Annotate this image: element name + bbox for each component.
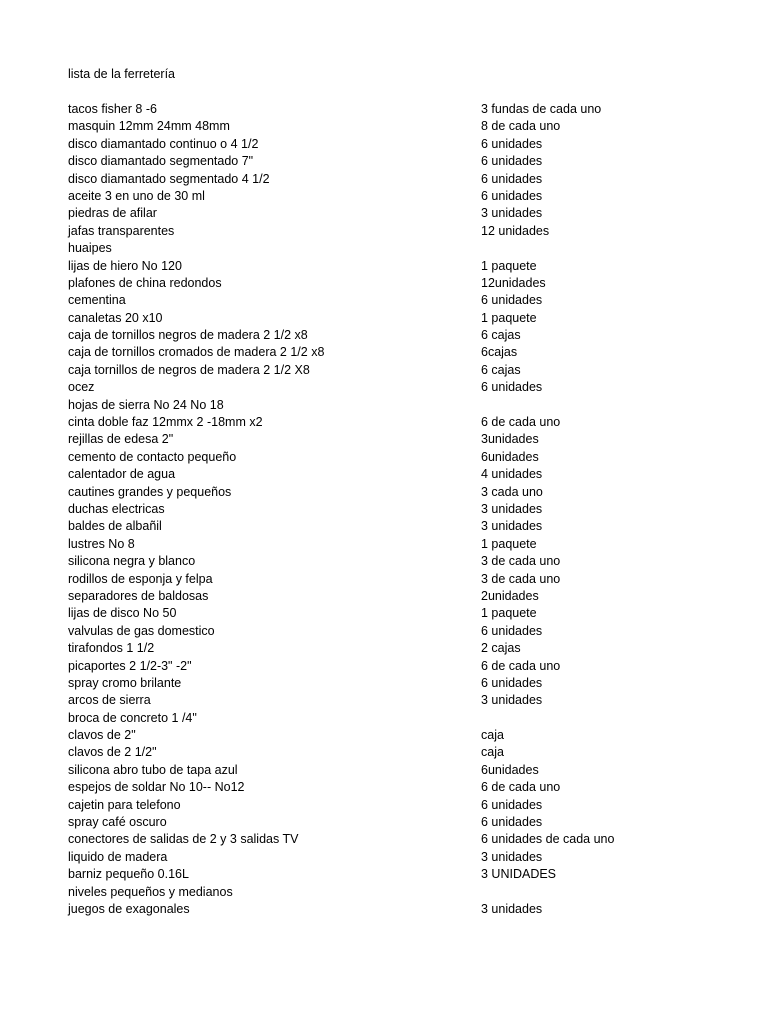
item-name: ocez [68, 380, 95, 395]
list-item [0, 171, 768, 188]
item-name: lustres No 8 [68, 536, 135, 551]
list-item [0, 397, 768, 414]
item-name: aceite 3 en uno de 30 ml [68, 188, 205, 203]
item-name: caja de tornillos cromados de madera 2 1/2 x8 [68, 345, 325, 360]
item-name: cautines grandes y pequeños [68, 484, 232, 499]
item-quantity: 6 unidades [481, 815, 543, 830]
item-name: clavos de 2" [68, 728, 136, 743]
list-item [0, 344, 768, 361]
item-name: silicona negra y blanco [68, 554, 196, 569]
item-quantity: 6 de cada uno [481, 415, 561, 430]
list-item [0, 327, 768, 344]
item-quantity: 6 unidades [481, 293, 543, 308]
item-name: masquin 12mm 24mm 48mm [68, 119, 230, 134]
item-quantity: 3 cada uno [481, 484, 543, 499]
item-name: valvulas de gas domestico [68, 623, 215, 638]
item-name: rejillas de edesa 2" [68, 432, 174, 447]
item-name: cementina [68, 293, 126, 308]
item-name: cemento de contacto pequeño [68, 449, 237, 464]
item-quantity: 6 unidades [481, 675, 543, 690]
list-item [0, 118, 768, 135]
list-item [0, 849, 768, 866]
list-item [0, 275, 768, 292]
item-name: cinta doble faz 12mmx 2 -18mm x2 [68, 415, 263, 430]
item-quantity: 1 paquete [481, 536, 537, 551]
list-item [0, 605, 768, 622]
item-quantity: 3 unidades [481, 501, 543, 516]
list-item [0, 292, 768, 309]
item-name: disco diamantado segmentado 4 1/2 [68, 171, 270, 186]
list-item [0, 484, 768, 501]
item-quantity: 3 fundas de cada uno [481, 102, 602, 116]
item-quantity: 3 UNIDADES [481, 867, 557, 882]
item-quantity: 3 unidades [481, 519, 543, 534]
item-name: disco diamantado segmentado 7" [68, 154, 254, 169]
item-name: rodillos de esponja y felpa [68, 571, 213, 586]
item-quantity: 3 unidades [481, 693, 543, 708]
item-name: piedras de afilar [68, 206, 157, 221]
item-quantity: 12 unidades [481, 223, 550, 238]
item-quantity: 6 unidades [481, 154, 543, 169]
list-item [0, 153, 768, 170]
item-name: separadores de baldosas [68, 588, 209, 603]
item-quantity: 3 de cada uno [481, 554, 561, 569]
list-item [0, 362, 768, 379]
item-name: spray café oscuro [68, 815, 167, 830]
item-name: tirafondos 1 1/2 [68, 641, 155, 656]
list-item [0, 553, 768, 570]
item-name: lijas de hiero No 120 [68, 258, 182, 273]
item-quantity: 1 paquete [481, 310, 537, 325]
item-quantity: 3 de cada uno [481, 571, 561, 586]
item-list [0, 101, 768, 918]
item-quantity: 6 unidades [481, 188, 543, 203]
item-name: disco diamantado continuo o 4 1/2 [68, 136, 259, 151]
item-quantity: 6unidades [481, 762, 539, 777]
item-name: niveles pequeños y medianos [68, 884, 233, 899]
item-name: picaportes 2 1/2-3" -2" [68, 658, 192, 673]
list-item [0, 675, 768, 692]
item-name: espejos de soldar No 10-- No12 [68, 780, 245, 795]
item-name: canaletas 20 x10 [68, 310, 163, 325]
item-name: baldes de albañil [68, 519, 162, 534]
item-quantity: 6cajas [481, 345, 518, 360]
item-name: tacos fisher 8 -6 [68, 102, 157, 116]
list-item [0, 223, 768, 240]
item-quantity: 1 paquete [481, 606, 537, 621]
item-name: calentador de agua [68, 467, 176, 482]
list-item [0, 814, 768, 831]
list-item [0, 310, 768, 327]
item-name: cajetin para telefono [68, 797, 181, 812]
list-item [0, 640, 768, 657]
item-quantity: 6 unidades [481, 380, 543, 395]
item-quantity: 3 unidades [481, 849, 543, 864]
list-item [0, 623, 768, 640]
item-quantity: 6 de cada uno [481, 658, 561, 673]
list-item [0, 136, 768, 153]
item-name: barniz pequeño 0.16L [68, 867, 189, 882]
item-name: arcos de sierra [68, 693, 151, 708]
item-name: conectores de salidas de 2 y 3 salidas TV [68, 832, 299, 847]
item-name: lijas de disco No 50 [68, 606, 177, 621]
list-item [0, 779, 768, 796]
item-quantity: 1 paquete [481, 258, 537, 273]
list-item [0, 901, 768, 918]
item-quantity: 6 unidades [481, 797, 543, 812]
list-item [0, 658, 768, 675]
list-item [0, 205, 768, 222]
list-item [0, 258, 768, 275]
list-item [0, 884, 768, 901]
item-name: clavos de 2 1/2" [68, 745, 157, 760]
list-item [0, 466, 768, 483]
list-item [0, 692, 768, 709]
list-item [0, 866, 768, 883]
item-name: broca de concreto 1 /4" [68, 710, 197, 725]
item-name: caja de tornillos negros de madera 2 1/2 x8 [68, 328, 308, 343]
list-item [0, 536, 768, 553]
item-quantity: 3unidades [481, 432, 539, 447]
list-item [0, 379, 768, 396]
item-quantity: 4 unidades [481, 467, 543, 482]
item-quantity: 6 unidades [481, 171, 543, 186]
item-quantity: 2unidades [481, 588, 539, 603]
list-item [0, 744, 768, 761]
list-item [0, 762, 768, 779]
document-title: lista de la ferretería [68, 67, 175, 81]
list-item [0, 431, 768, 448]
item-name: plafones de china redondos [68, 275, 222, 290]
item-quantity: 6 de cada uno [481, 780, 561, 795]
item-name: caja tornillos de negros de madera 2 1/2 X8 [68, 362, 310, 377]
list-item [0, 188, 768, 205]
list-item [0, 518, 768, 535]
item-quantity: caja [481, 728, 504, 743]
item-name: silicona abro tubo de tapa azul [68, 762, 238, 777]
item-name: duchas electricas [68, 501, 165, 516]
list-item [0, 588, 768, 605]
list-item [0, 240, 768, 257]
list-item [0, 414, 768, 431]
item-name: jafas transparentes [68, 223, 175, 238]
item-name: juegos de exagonales [68, 901, 190, 916]
list-item [0, 571, 768, 588]
item-quantity: 6 cajas [481, 328, 521, 343]
item-name: hojas de sierra No 24 No 18 [68, 397, 224, 412]
list-item [0, 797, 768, 814]
item-quantity: 8 de cada uno [481, 119, 561, 134]
list-item [0, 831, 768, 848]
item-quantity: 12unidades [481, 275, 546, 290]
item-quantity: 2 cajas [481, 641, 521, 656]
item-name: huaipes [68, 241, 112, 256]
list-item [0, 449, 768, 466]
item-quantity: 6 unidades [481, 136, 543, 151]
item-quantity: 3 unidades [481, 901, 543, 916]
item-name: liquido de madera [68, 849, 168, 864]
list-item [0, 727, 768, 744]
item-quantity: 6 unidades de cada uno [481, 832, 615, 847]
item-quantity: 3 unidades [481, 206, 543, 221]
item-quantity: 6 cajas [481, 362, 521, 377]
item-quantity: 6unidades [481, 449, 539, 464]
list-item [0, 710, 768, 727]
item-name: spray cromo brilante [68, 675, 182, 690]
item-quantity: caja [481, 745, 504, 760]
list-item [0, 101, 768, 118]
item-quantity: 6 unidades [481, 623, 543, 638]
list-item [0, 501, 768, 518]
